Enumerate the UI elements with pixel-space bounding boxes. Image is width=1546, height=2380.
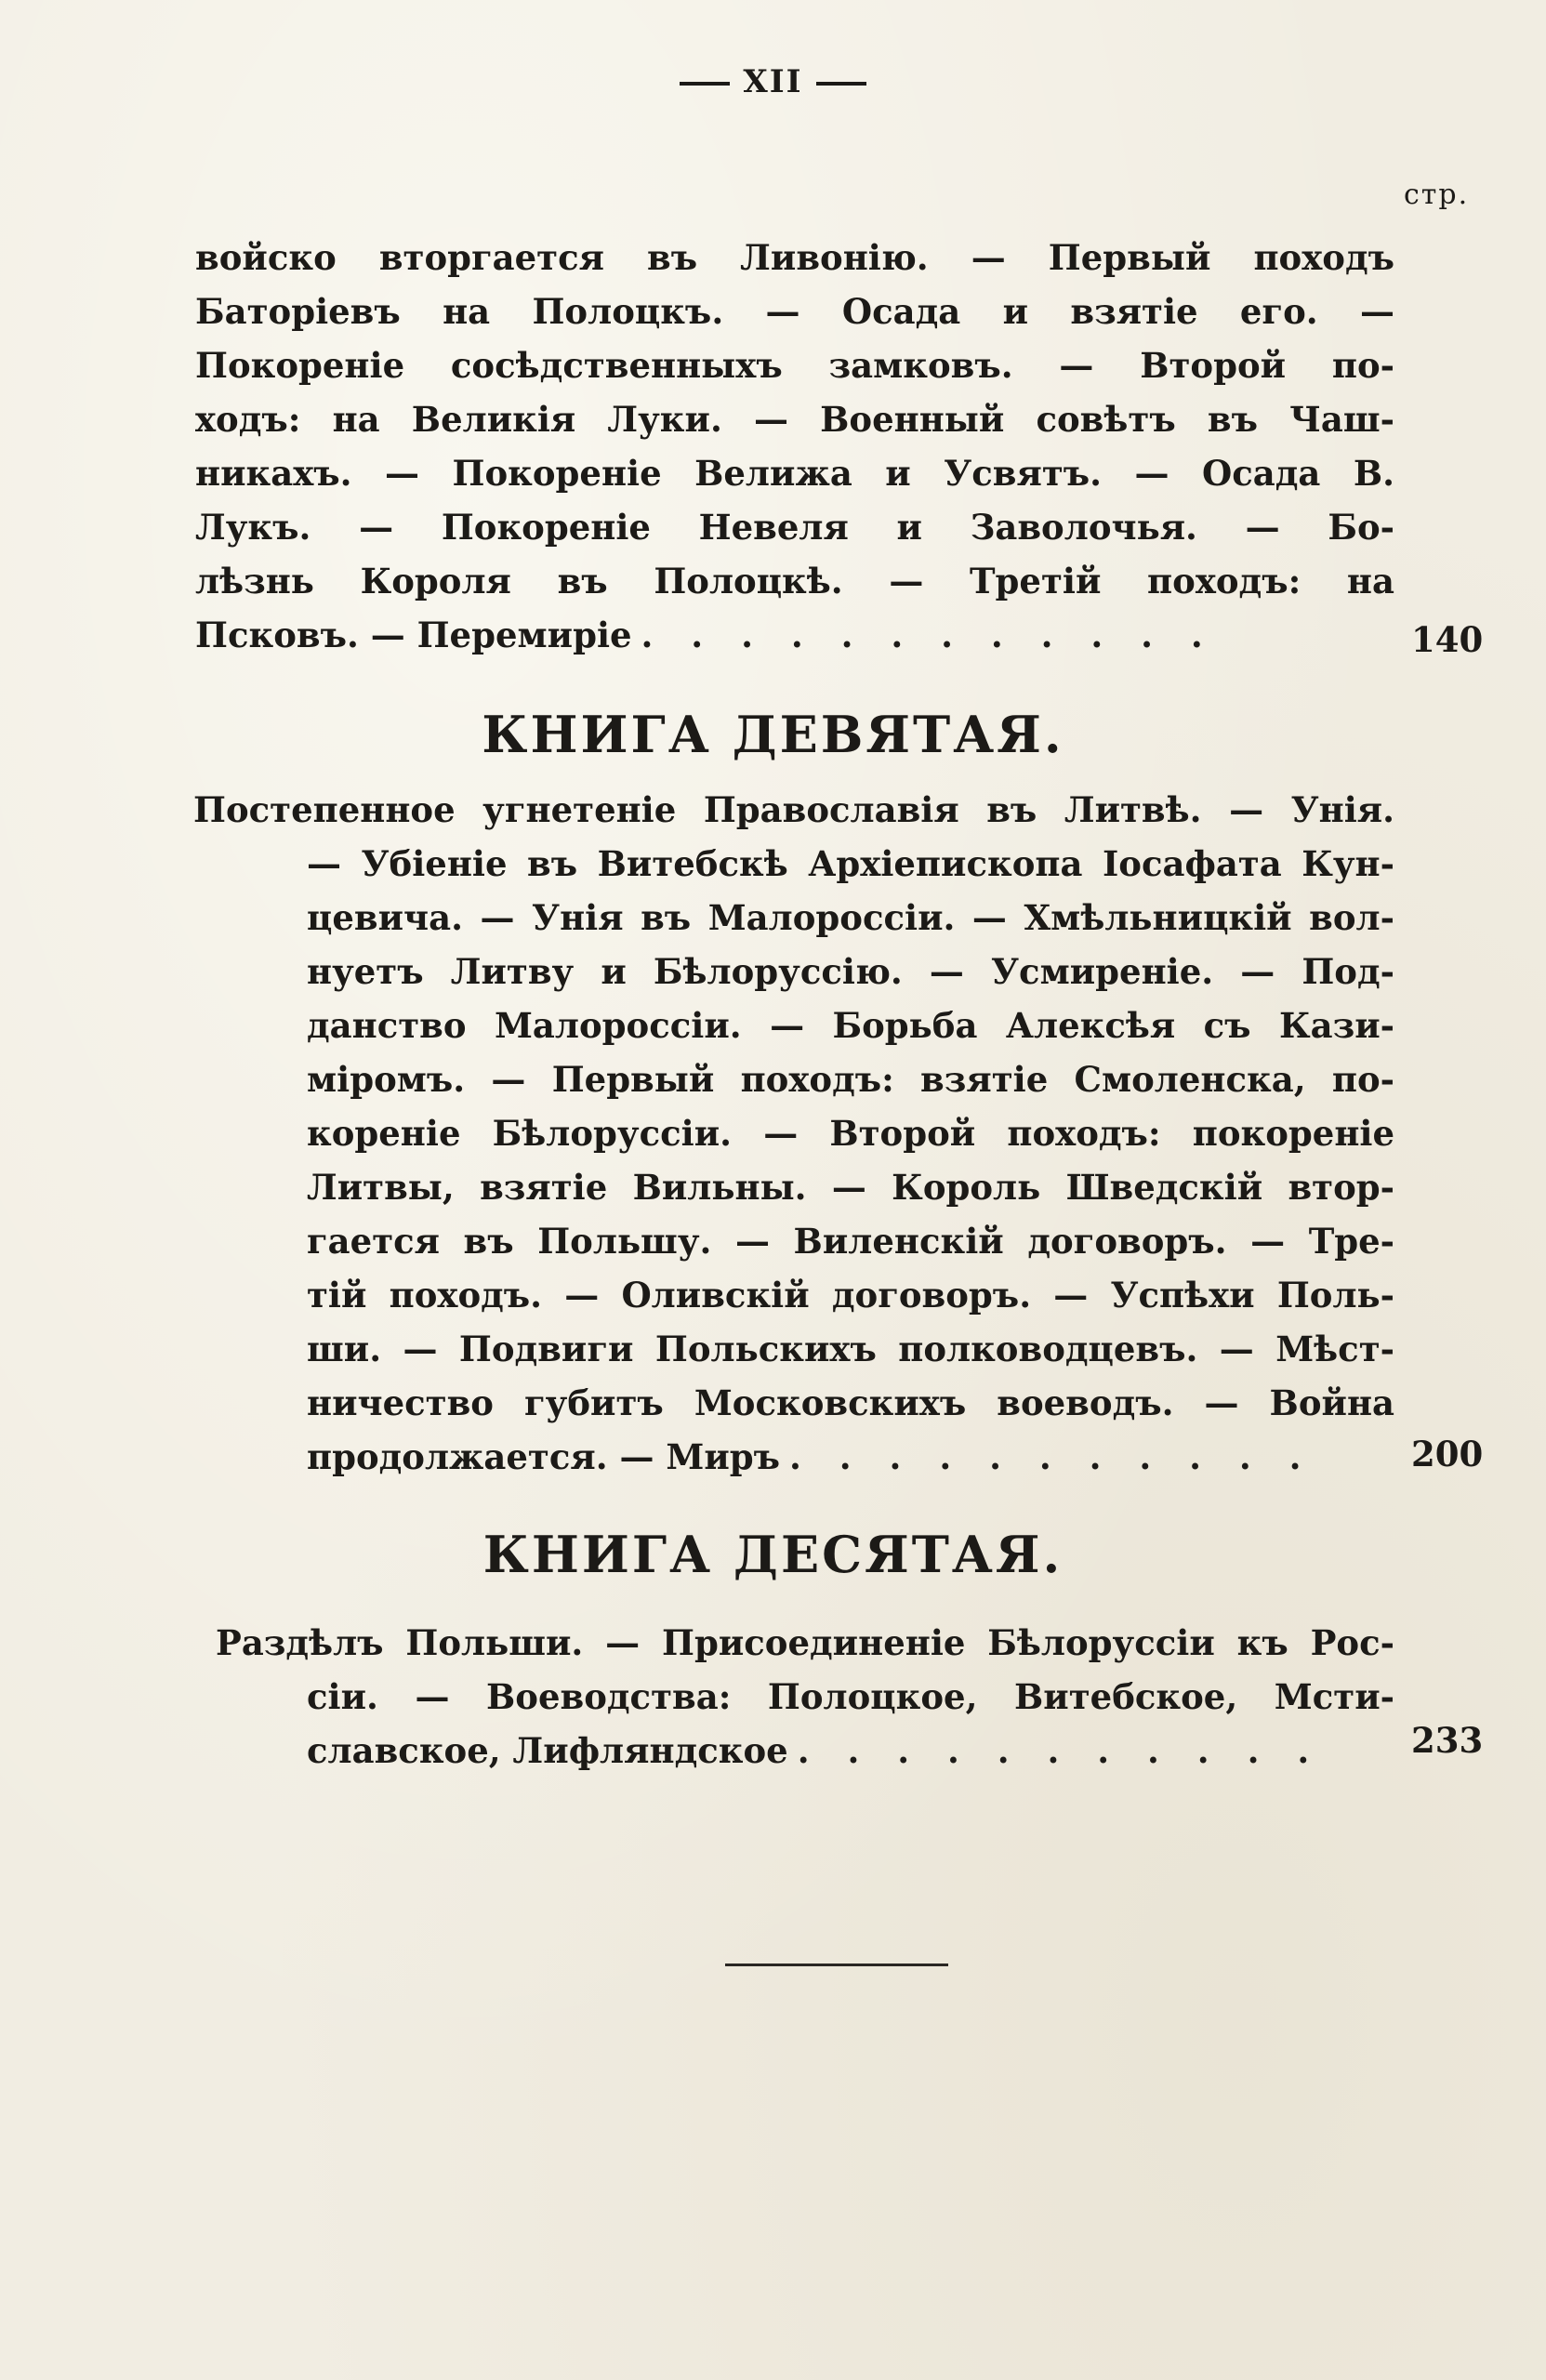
entry-line: Баторіевъ на Полоцкъ. — Осада и взятіе его. — [195,291,1394,332]
toc-entry-book10 [195,1616,1394,1778]
entry-line: данство Малороссіи. — Борьба Алексѣя съ Кази- [307,1005,1394,1046]
page-column-label: стр. [1404,178,1470,211]
entry-last-line [195,608,1394,662]
section-heading-book9: КНИГА ДЕВЯТАЯ. [482,705,1064,764]
entry-line: сіи. — Воеводства: Полоцкое, Витебское, Мсти- [307,1676,1394,1717]
entry-line: ничество губитъ Московскихъ воеводъ. — Война [307,1382,1394,1423]
toc-entry-continuation [195,231,1394,662]
folio-dash-left [680,82,730,86]
folio-number: XII [743,63,803,100]
closing-rule [725,1964,948,1966]
page-number: 233 [1411,1720,1484,1761]
entry-line: никахъ. — Покореніе Велижа и Усвятъ. — Осада В. [195,453,1394,494]
entry-line: міромъ. — Первый походъ: взятіе Смоленска, по- [307,1059,1394,1100]
entry-line: славское, Лифляндское [307,1730,788,1771]
entry-line: гается въ Польшу. — Виленскій договоръ. — Тре- [307,1221,1394,1262]
section-heading-book10: КНИГА ДЕСЯТАЯ. [482,1525,1064,1584]
entry-last-line [307,1724,1394,1778]
toc-entry-book9 [195,783,1394,1484]
dot-leader: . . . . . . . . . . . . [641,615,1216,655]
entry-last-line [307,1430,1394,1484]
entry-line: цевича. — Унія въ Малороссіи. — Хмѣльницкій вол- [307,897,1394,938]
page-number: 200 [1411,1434,1484,1474]
entry-line: войско вторгается въ Ливонію. — Первый походъ [195,237,1394,278]
entry-line: нуетъ Литву и Бѣлоруссію. — Усмиреніе. — Под- [307,951,1394,992]
entry-line: Лукъ. — Покореніе Невеля и Заволочья. — Бо- [195,507,1394,548]
entry-line: ши. — Подвиги Польскихъ полководцевъ. — Мѣст- [307,1329,1394,1369]
dot-leader: . . . . . . . . . . . [789,1436,1315,1477]
entry-line: продолжается. — Миръ [307,1436,781,1477]
entry-line: Покореніе сосѣдственныхъ замковъ. — Второй по- [195,345,1394,386]
entry-line: — Убіеніе въ Витебскѣ Архіепископа Іосафата Кун- [307,843,1394,884]
entry-line: тій походъ. — Оливскій договоръ. — Успѣхи Поль- [307,1275,1394,1316]
entry-line: Постепенное угнетеніе Православія въ Литвѣ. — Унія. [193,789,1394,830]
folio-dash-right [816,82,866,86]
entry-line: кореніе Бѣлоруссіи. — Второй походъ: покореніе [307,1113,1394,1154]
page-folio [0,63,1546,100]
page-number: 140 [1411,619,1484,660]
entry-line: ходъ: на Великія Луки. — Военный совѣтъ въ Чаш- [195,399,1394,440]
dot-leader: . . . . . . . . . . . [797,1730,1323,1771]
entry-line: лѣзнь Короля въ Полоцкѣ. — Третій походъ: на [195,561,1394,602]
entry-line: Раздѣлъ Польши. — Присоединеніе Бѣлоруссіи къ Рос- [216,1622,1394,1663]
entry-line: Псковъ. — Перемиріе [195,615,632,655]
entry-line: Литвы, взятіе Вильны. — Король Шведскій втор- [307,1167,1394,1208]
